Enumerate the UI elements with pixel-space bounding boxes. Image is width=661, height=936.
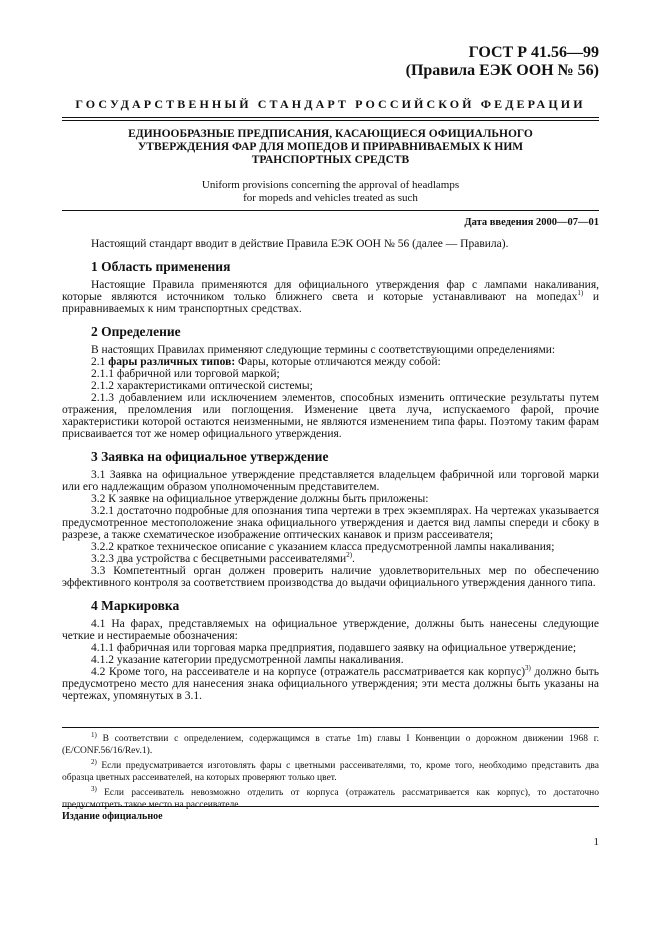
section-heading: 2 Определение	[91, 324, 181, 339]
clause-number: 2.1	[91, 356, 109, 368]
footnote-ref: 1)	[577, 289, 584, 298]
title-line: ТРАНСПОРТНЫХ СРЕДСТВ	[251, 154, 410, 166]
intro-paragraph: Настоящий стандарт вводит в действие Правила ЕЭК ООН № 56 (далее — Правила).	[91, 238, 509, 250]
standard-number: ГОСТ Р 41.56—99	[468, 44, 599, 61]
paragraph: 4.1.2 указание категории предусмотренной лампы накаливания.	[91, 654, 404, 666]
footnote	[62, 757, 599, 784]
paragraph	[62, 666, 599, 702]
paragraph: 2.1.2 характеристиками оптической системы;	[91, 380, 313, 392]
page-number: 1	[593, 836, 599, 848]
footnote	[62, 730, 599, 757]
document-title	[62, 128, 599, 167]
paragraph: В настоящих Правилах применяют следующие термины с соответствующими определениями:	[91, 344, 556, 356]
footnote-mark: 2)	[91, 757, 97, 766]
introduction-date: Дата введения 2000—07—01	[464, 217, 599, 228]
footnote-text: Если предусматривается изготовлять фары с цветными рассеивателями, то, кроме того, необходимо представить два образца цветных рассеивателей, на которых проверяют только цвет.	[62, 761, 599, 783]
section-heading: 4 Маркировка	[91, 598, 180, 613]
regulation-number: (Правила ЕЭК ООН № 56)	[405, 62, 599, 79]
footnote-text: Если рассеиватель невозможно отделить от корпуса (отражатель рассматривается как корпус), то достаточно предусмотреть такое место на рассеивателе.	[62, 788, 599, 810]
header-rule-top	[62, 117, 599, 118]
edition-rule	[62, 806, 599, 807]
paragraph: 3.2.1 достаточно подробные для опознания типа чертежи в трех экземплярах. На чертежах указывается предусмотренное местоположение знака официального утверждения и дается вид лампы спереди и сбоку в разрезе, а также схематическое изображение оптических канавок и призм рассеивателя;	[62, 505, 599, 541]
paragraph	[62, 279, 599, 315]
text: Фары, которые отличаются между собой:	[235, 356, 441, 368]
paragraph: 4.1 На фарах, представляемых на официальное утверждение, должны быть нанесены следующие четкие и нестираемые обозначения:	[62, 618, 599, 642]
paragraph: 3.2.2 краткое техническое описание с указанием класса предусмотренной лампы накаливания;	[91, 541, 555, 553]
footnote-text: В соответствии с определением, содержащимся в статье 1m) главы I Конвенции о дорожном движении 1968 г. (E/CONF.56/16/Rev.1).	[62, 734, 599, 756]
edition-label: Издание официальное	[62, 811, 163, 822]
paragraph	[62, 553, 599, 565]
paragraph: 3.3 Компетентный орган должен проверить наличие удовлетворительных мер по обеспечению эффективного контроля за соответствием производства до выдачи официального утверждения данного типа.	[62, 565, 599, 589]
footnote-mark: 3)	[91, 784, 97, 793]
document-body	[62, 238, 599, 702]
footnote	[62, 784, 599, 811]
state-standard-heading: ГОСУДАРСТВЕННЫЙ СТАНДАРТ РОССИЙСКОЙ ФЕДЕРАЦИИ	[75, 97, 586, 111]
footnote-ref: 3)	[525, 664, 531, 673]
header-rule-bottom	[62, 120, 599, 121]
defined-term: фары различных типов:	[108, 356, 236, 368]
date-rule	[62, 210, 599, 211]
paragraph: 3.2 К заявке на официальное утверждение должны быть приложены:	[91, 493, 429, 505]
footnote-ref: 2)	[346, 551, 353, 560]
paragraph: 4.1.1 фабричная или торговая марка предприятия, подавшего заявку на официальное утверждение;	[91, 642, 577, 654]
subtitle-line: Uniform provisions concerning the approval of headlamps	[201, 179, 460, 191]
paragraph: 2.1.1 фабричной или торговой маркой;	[91, 368, 280, 380]
text: .	[352, 553, 355, 565]
section-heading: 3 Заявка на официальное утверждение	[91, 449, 329, 464]
paragraph	[62, 356, 599, 368]
paragraph: 2.1.3 добавлением или исключением элементов, способных изменить оптические результаты путем отражения, преломления или поглощения. Изменение цвета луча, испускаемого фарой, прочие характеристики которой остаются неизменными, не являются изменением типа фары. Поэтому таким фарам присваивается тот же номер официального утверждения.	[62, 392, 599, 440]
footnote-rule	[62, 727, 599, 728]
section-heading: 1 Область применения	[91, 259, 231, 274]
english-title	[62, 179, 599, 205]
paragraph: 3.1 Заявка на официальное утверждение представляется владельцем фабричной или торговой марки или его надлежащим образом уполномоченным представителем.	[62, 469, 599, 493]
text: 4.2 Кроме того, на рассеивателе и на корпусе (отражатель рассматривается как корпус)	[91, 666, 526, 678]
text: должно быть предусмотрено место для нанесения знака официального утверждения; эти места должны быть указаны на чертежах, упомянутых в 3.1.	[62, 666, 600, 702]
footnote-mark: 1)	[91, 730, 97, 739]
title-line: ЕДИНООБРАЗНЫЕ ПРЕДПИСАНИЯ, КАСАЮЩИЕСЯ ОФИЦИАЛЬНОГО	[128, 128, 533, 140]
footnotes	[62, 730, 599, 814]
standard-designation	[406, 44, 599, 80]
text: Настоящие Правила применяются для официального утверждения фар с лампами накаливания, которые являются источником только ближнего света и которые устанавливают на мопедах	[62, 279, 599, 303]
text: и приравниваемых к ним транспортных средствах.	[62, 291, 600, 315]
title-line: УТВЕРЖДЕНИЯ ФАР ДЛЯ МОПЕДОВ И ПРИРАВНИВАЕМЫХ К НИМ	[137, 141, 524, 153]
subtitle-line: for mopeds and vehicles treated as such	[243, 192, 418, 204]
text: 3.2.3 два устройства с бесцветными рассеивателями	[91, 553, 347, 565]
